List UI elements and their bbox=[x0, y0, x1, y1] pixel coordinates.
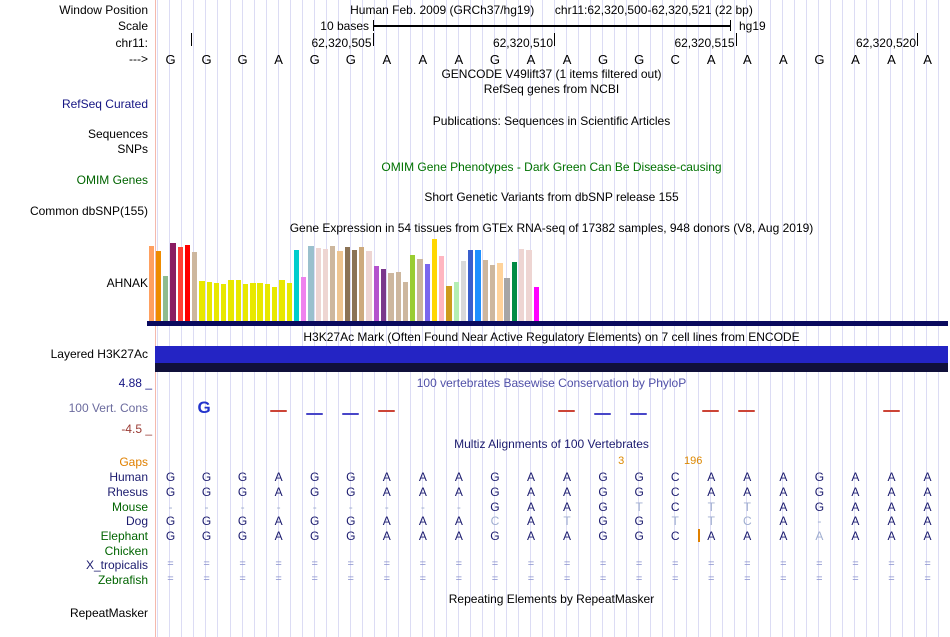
alignment-base: = bbox=[347, 573, 354, 585]
phylop-mark bbox=[702, 410, 719, 412]
gtex-bar bbox=[156, 251, 161, 321]
alignment-base: A bbox=[382, 514, 391, 528]
alignment-base: A bbox=[779, 485, 788, 499]
alignment-base: = bbox=[708, 573, 715, 585]
alignment-base: A bbox=[418, 485, 427, 499]
alignment-base: G bbox=[165, 514, 176, 528]
gtex-bar bbox=[163, 276, 168, 321]
alignment-base: = bbox=[635, 573, 643, 585]
alignment-base: A bbox=[274, 470, 283, 484]
alignment-base: A bbox=[851, 485, 860, 499]
alignment-base: A bbox=[923, 500, 932, 514]
gtex-bar bbox=[316, 248, 321, 321]
coord-label: 62,320,505 bbox=[311, 36, 372, 50]
gtex-bar bbox=[149, 246, 154, 321]
gtex-bar bbox=[228, 280, 233, 321]
track-label-omim-genes[interactable]: OMIM Genes bbox=[76, 173, 148, 187]
gtex-bar bbox=[439, 256, 444, 321]
alignment-base: G bbox=[165, 470, 176, 484]
alignment-base: G bbox=[490, 529, 500, 543]
coord-tick bbox=[736, 33, 737, 46]
coord-tick bbox=[917, 33, 918, 46]
alignment-base: A bbox=[526, 514, 535, 528]
alignment-base: C bbox=[670, 485, 680, 499]
alignment-base: A bbox=[418, 514, 427, 528]
alignment-base: = bbox=[924, 573, 931, 585]
alignment-base: = bbox=[708, 558, 715, 570]
alignment-base: G bbox=[490, 500, 500, 514]
gtex-bar bbox=[221, 284, 226, 321]
track-title-conservation[interactable]: 100 vertebrates Basewise Conservation by PhyloP bbox=[416, 376, 687, 390]
alignment-base: - bbox=[168, 500, 173, 514]
alignment-base: - bbox=[204, 500, 209, 514]
gtex-bar bbox=[432, 239, 437, 321]
alignment-base: T bbox=[635, 500, 643, 514]
gtex-bar bbox=[330, 246, 335, 321]
alignment-base: G bbox=[165, 529, 176, 543]
base-letter: A bbox=[923, 52, 932, 67]
base-letter: A bbox=[706, 52, 716, 67]
gtex-bar bbox=[417, 259, 422, 321]
alignment-base: = bbox=[491, 558, 499, 570]
track-title-omim[interactable]: OMIM Gene Phenotypes - Dark Green Can Be Disease-causing bbox=[381, 160, 722, 174]
base-letter: G bbox=[201, 52, 212, 67]
alignment-base: A bbox=[454, 470, 463, 484]
alignment-base: = bbox=[347, 558, 354, 570]
alignment-base: A bbox=[923, 514, 932, 528]
alignment-base: = bbox=[455, 558, 463, 570]
alignment-base: = bbox=[888, 558, 895, 570]
alignment-base: A bbox=[454, 514, 463, 528]
gtex-bar bbox=[526, 250, 531, 321]
gtex-bar bbox=[483, 260, 488, 321]
alignment-base: G bbox=[598, 529, 608, 543]
alignment-base: = bbox=[311, 573, 318, 585]
alignment-base: = bbox=[239, 573, 246, 585]
scale-bar-text: 10 bases bbox=[320, 19, 369, 33]
alignment-base: = bbox=[419, 558, 427, 570]
track-title-h3k27ac[interactable]: H3K27Ac Mark (Often Found Near Active Regulatory Elements) on 7 cell lines from ENCODE bbox=[303, 330, 800, 344]
alignment-base: = bbox=[167, 558, 174, 570]
alignment-base: A bbox=[851, 470, 860, 484]
alignment-base: = bbox=[924, 558, 931, 570]
alignment-base: A bbox=[887, 470, 896, 484]
coord-label: 62,320,520 bbox=[855, 36, 916, 50]
scale-bar-line bbox=[373, 25, 731, 27]
alignment-base: G bbox=[814, 500, 825, 514]
base-letter: G bbox=[309, 52, 320, 67]
alignment-base: A bbox=[707, 485, 716, 499]
gtex-bar bbox=[388, 273, 393, 321]
alignment-base: A bbox=[707, 529, 716, 543]
alignment-base: G bbox=[201, 485, 212, 499]
phylop-mark bbox=[738, 410, 755, 412]
alignment-base: = bbox=[744, 558, 751, 570]
gtex-bar bbox=[359, 247, 364, 321]
alignment-base: A bbox=[563, 529, 572, 543]
alignment-base: G bbox=[598, 470, 608, 484]
alignment-base: G bbox=[346, 485, 356, 499]
gtex-bar bbox=[512, 262, 517, 321]
alignment-base: G bbox=[490, 485, 500, 499]
alignment-base: - bbox=[312, 500, 317, 514]
alignment-base: - bbox=[348, 500, 353, 514]
alignment-base: A bbox=[851, 529, 860, 543]
species-label-elephant[interactable]: Elephant bbox=[100, 529, 148, 543]
alignment-base: - bbox=[420, 500, 425, 514]
alignment-base: = bbox=[203, 558, 210, 570]
track-title-publications[interactable]: Publications: Sequences in Scientific Articles bbox=[432, 114, 671, 128]
coord-tick bbox=[554, 33, 555, 46]
alignment-base: = bbox=[563, 573, 571, 585]
alignment-base: = bbox=[671, 573, 679, 585]
gene-model-line bbox=[147, 321, 948, 326]
base-letter: G bbox=[598, 52, 609, 67]
alignment-base: A bbox=[454, 485, 463, 499]
base-letter: A bbox=[887, 52, 896, 67]
base-letter: A bbox=[851, 52, 860, 67]
phylop-mark bbox=[306, 413, 323, 415]
alignment-base: = bbox=[527, 573, 535, 585]
phylop-mark bbox=[594, 413, 611, 415]
alignment-base: A bbox=[743, 529, 752, 543]
base-letter: A bbox=[562, 52, 572, 67]
alignment-base: G bbox=[237, 514, 248, 528]
gtex-bar bbox=[475, 250, 480, 321]
alignment-base: A bbox=[923, 485, 932, 499]
alignment-base: A bbox=[526, 470, 535, 484]
gtex-bar bbox=[454, 282, 459, 321]
gtex-bar bbox=[265, 284, 270, 321]
gtex-bar bbox=[345, 247, 350, 321]
alignment-base: A bbox=[526, 500, 535, 514]
alignment-base: G bbox=[634, 485, 644, 499]
gtex-bar bbox=[381, 269, 386, 321]
alignment-base: A bbox=[418, 529, 427, 543]
gtex-bar bbox=[236, 280, 241, 321]
alignment-base: G bbox=[814, 485, 825, 499]
alignment-base: A bbox=[274, 514, 283, 528]
base-letter: G bbox=[814, 52, 825, 67]
h3k27ac-signal-bar[interactable] bbox=[155, 346, 948, 363]
alignment-base: A bbox=[923, 470, 932, 484]
alignment-base: = bbox=[491, 573, 499, 585]
alignment-base: A bbox=[851, 500, 860, 514]
species-label-human[interactable]: Human bbox=[109, 470, 148, 484]
gtex-bar bbox=[294, 250, 299, 321]
alignment-base: C bbox=[670, 529, 680, 543]
alignment-base: G bbox=[165, 485, 176, 499]
gtex-bar bbox=[396, 272, 401, 321]
alignment-base: = bbox=[816, 573, 823, 585]
alignment-base: A bbox=[382, 485, 391, 499]
alignment-base: G bbox=[346, 529, 356, 543]
gtex-bar bbox=[425, 264, 430, 321]
alignment-base: = bbox=[599, 558, 607, 570]
position-text: chr11:62,320,500-62,320,521 (22 bp) bbox=[554, 3, 753, 17]
base-letter: A bbox=[274, 52, 283, 67]
gtex-bar bbox=[214, 283, 219, 321]
alignment-base: T bbox=[743, 500, 751, 514]
gtex-bar bbox=[446, 286, 451, 321]
alignment-base: = bbox=[167, 573, 174, 585]
alignment-base: A bbox=[743, 485, 752, 499]
alignment-base: A bbox=[526, 485, 535, 499]
scale-bar-right-tick bbox=[730, 20, 731, 31]
alignment-base: = bbox=[527, 558, 535, 570]
track-label-refseq-curated[interactable]: RefSeq Curated bbox=[61, 97, 148, 111]
alignment-base: G bbox=[634, 470, 644, 484]
alignment-base: A bbox=[923, 529, 932, 543]
alignment-base: A bbox=[887, 529, 896, 543]
alignment-base: = bbox=[816, 558, 823, 570]
window-position-value bbox=[155, 3, 948, 17]
alignment-base: = bbox=[419, 573, 427, 585]
base-letter: C bbox=[670, 52, 680, 67]
track-label-conservation[interactable]: 100 Vert. Cons bbox=[68, 401, 148, 415]
alignment-base: G bbox=[201, 470, 212, 484]
gtex-bar bbox=[352, 250, 357, 321]
base-letter: G bbox=[237, 52, 248, 67]
alignment-base: G bbox=[490, 470, 500, 484]
gtex-bar bbox=[323, 249, 328, 321]
alignment-base: A bbox=[887, 500, 896, 514]
alignment-base: G bbox=[346, 470, 356, 484]
alignment-base: = bbox=[455, 573, 463, 585]
gtex-bar bbox=[170, 243, 175, 321]
alignment-base: = bbox=[888, 573, 895, 585]
track-title-multiz[interactable]: Multiz Alignments of 100 Vertebrates bbox=[454, 437, 649, 451]
alignment-base: A bbox=[418, 470, 427, 484]
alignment-base: A bbox=[851, 514, 860, 528]
alignment-base: = bbox=[311, 558, 318, 570]
alignment-base: A bbox=[887, 485, 896, 499]
track-label-gaps[interactable]: Gaps bbox=[119, 455, 148, 469]
base-letter: G bbox=[165, 52, 176, 67]
alignment-base: G bbox=[634, 514, 644, 528]
alignment-base: T bbox=[671, 514, 679, 528]
scale-label: Scale bbox=[117, 19, 148, 33]
alignment-base: = bbox=[671, 558, 679, 570]
gtex-bar bbox=[366, 251, 371, 321]
alignment-base: G bbox=[310, 529, 320, 543]
gtex-bar bbox=[461, 261, 466, 321]
alignment-base: G bbox=[310, 514, 320, 528]
gtex-bar bbox=[410, 255, 415, 321]
strand-arrow-label: ---> bbox=[129, 52, 148, 66]
alignment-base: C bbox=[670, 470, 680, 484]
window-position-label: Window Position bbox=[59, 3, 148, 17]
track-label-sequences[interactable]: Sequences bbox=[87, 127, 148, 141]
track-title-refseq[interactable]: RefSeq genes from NCBI bbox=[483, 82, 620, 96]
alignment-base: G bbox=[598, 485, 608, 499]
alignment-base: C bbox=[490, 514, 500, 528]
alignment-base: - bbox=[384, 500, 389, 514]
alignment-base: A bbox=[563, 500, 572, 514]
alignment-base: = bbox=[239, 558, 246, 570]
track-title-gtex[interactable]: Gene Expression in 54 tissues from GTEx RNA-seq of 17382 samples, 948 donors (V8, Aug 2019) bbox=[289, 221, 814, 235]
alignment-base: A bbox=[887, 514, 896, 528]
h3k27ac-signal-bar-dark bbox=[155, 363, 948, 372]
alignment-base: A bbox=[563, 485, 572, 499]
alignment-base: = bbox=[383, 573, 391, 585]
alignment-base: G bbox=[201, 514, 212, 528]
base-letter: G bbox=[634, 52, 645, 67]
alignment-base: A bbox=[779, 500, 788, 514]
gtex-bar bbox=[178, 247, 183, 321]
alignment-base: - bbox=[456, 500, 461, 514]
gtex-bar bbox=[504, 278, 509, 321]
alignment-base: = bbox=[275, 573, 282, 585]
gtex-bar bbox=[468, 250, 473, 321]
base-letter: A bbox=[418, 52, 428, 67]
gtex-bar bbox=[272, 287, 277, 321]
alignment-base: G bbox=[598, 500, 608, 514]
track-label-snps[interactable]: SNPs bbox=[117, 142, 148, 156]
gtex-bar bbox=[287, 283, 292, 321]
alignment-base: A bbox=[707, 470, 716, 484]
coord-label: 62,320,510 bbox=[492, 36, 553, 50]
phylop-mark bbox=[883, 410, 900, 412]
scale-bar-left-tick bbox=[373, 20, 374, 31]
phylop-mark bbox=[378, 410, 395, 412]
track-title-dbsnp[interactable]: Short Genetic Variants from dbSNP release 155 bbox=[424, 190, 679, 204]
alignment-base: A bbox=[454, 529, 463, 543]
alignment-base: A bbox=[779, 529, 788, 543]
track-label-h3k27ac[interactable]: Layered H3K27Ac bbox=[50, 347, 148, 361]
alignment-base: = bbox=[383, 558, 391, 570]
alignment-base: = bbox=[635, 558, 643, 570]
track-label-gtex-gene[interactable]: AHNAK bbox=[106, 276, 148, 290]
species-label-x_tropicalis[interactable]: X_tropicalis bbox=[85, 558, 148, 572]
gtex-bar bbox=[207, 282, 212, 321]
gtex-bar bbox=[337, 251, 342, 321]
alignment-base: G bbox=[201, 529, 212, 543]
phylop-mark bbox=[558, 410, 575, 412]
species-label-chicken[interactable]: Chicken bbox=[104, 544, 148, 558]
base-letter: A bbox=[526, 52, 536, 67]
track-label-common-dbsnp[interactable]: Common dbSNP(155) bbox=[29, 204, 148, 218]
base-letter: G bbox=[345, 52, 356, 67]
conservation-max-value: 4.88 _ bbox=[118, 376, 152, 390]
alignment-base: T bbox=[563, 514, 571, 528]
chrom-label: chr11: bbox=[115, 36, 148, 50]
alignment-base: - bbox=[276, 500, 281, 514]
alignment-base: G bbox=[598, 514, 608, 528]
track-title-gencode[interactable]: GENCODE V49lift37 (1 items filtered out) bbox=[441, 67, 662, 81]
alignment-base: = bbox=[275, 558, 282, 570]
alignment-base: A bbox=[382, 470, 391, 484]
gtex-bar bbox=[374, 266, 379, 321]
species-label-mouse[interactable]: Mouse bbox=[111, 500, 148, 514]
gap-count: 3 bbox=[618, 455, 625, 467]
alignment-base: = bbox=[563, 558, 571, 570]
alignment-base: G bbox=[310, 485, 320, 499]
insertion-marker bbox=[698, 529, 700, 542]
species-label-rhesus[interactable]: Rhesus bbox=[107, 485, 148, 499]
phylop-letter: G bbox=[197, 398, 211, 417]
alignment-base: T bbox=[707, 500, 715, 514]
alignment-base: G bbox=[310, 470, 320, 484]
track-title-repeatmasker[interactable]: Repeating Elements by RepeatMasker bbox=[448, 592, 655, 606]
gtex-bar bbox=[534, 287, 539, 321]
gtex-bar bbox=[185, 245, 190, 321]
alignment-base: = bbox=[780, 573, 787, 585]
gtex-bar bbox=[279, 280, 284, 321]
base-letter: A bbox=[779, 52, 788, 67]
alignment-base: A bbox=[274, 529, 283, 543]
gtex-bar bbox=[403, 282, 408, 321]
gtex-bar bbox=[250, 283, 255, 321]
alignment-base: A bbox=[743, 470, 752, 484]
gtex-bar bbox=[199, 281, 204, 321]
coord-tick bbox=[373, 33, 374, 46]
phylop-mark bbox=[630, 413, 647, 415]
alignment-base: A bbox=[526, 529, 535, 543]
alignment-base: C bbox=[670, 500, 680, 514]
alignment-base: A bbox=[815, 529, 824, 543]
alignment-base: A bbox=[779, 514, 788, 528]
alignment-base: = bbox=[599, 573, 607, 585]
phylop-mark bbox=[342, 413, 359, 415]
alignment-base: A bbox=[382, 529, 391, 543]
alignment-base: G bbox=[346, 514, 356, 528]
track-label-repeatmasker[interactable]: RepeatMasker bbox=[69, 606, 148, 620]
gtex-bar bbox=[301, 277, 306, 321]
gtex-bar bbox=[497, 263, 502, 321]
alignment-base: = bbox=[203, 573, 210, 585]
alignment-base: = bbox=[852, 558, 859, 570]
genome-version-label: hg19 bbox=[739, 19, 766, 33]
gtex-bar bbox=[308, 246, 313, 321]
alignment-base: G bbox=[237, 529, 248, 543]
conservation-min-value: -4.5 _ bbox=[121, 422, 152, 436]
alignment-base: G bbox=[634, 529, 644, 543]
alignment-base: = bbox=[780, 558, 787, 570]
base-letter: A bbox=[454, 52, 464, 67]
alignment-base: C bbox=[742, 514, 752, 528]
alignment-base: G bbox=[237, 470, 248, 484]
coord-tick bbox=[191, 33, 192, 46]
base-letter: A bbox=[742, 52, 752, 67]
alignment-base: G bbox=[814, 470, 825, 484]
alignment-base: - bbox=[817, 514, 822, 528]
alignment-base: A bbox=[779, 470, 788, 484]
base-letter: G bbox=[489, 52, 500, 67]
gtex-bar bbox=[519, 249, 524, 321]
assembly-text: Human Feb. 2009 (GRCh37/hg19) bbox=[350, 3, 535, 17]
coord-label: 62,320,515 bbox=[674, 36, 735, 50]
gtex-bar bbox=[257, 283, 262, 321]
species-label-zebrafish[interactable]: Zebrafish bbox=[97, 573, 148, 587]
alignment-base: = bbox=[852, 573, 859, 585]
gtex-bar bbox=[490, 265, 495, 321]
alignment-base: T bbox=[707, 514, 715, 528]
gtex-bar bbox=[243, 284, 248, 321]
alignment-base: A bbox=[563, 470, 572, 484]
alignment-base: = bbox=[744, 573, 751, 585]
gtex-bar bbox=[192, 252, 197, 321]
alignment-base: - bbox=[240, 500, 245, 514]
base-letter: A bbox=[382, 52, 392, 67]
alignment-base: G bbox=[237, 485, 248, 499]
alignment-base: A bbox=[274, 485, 283, 499]
species-label-dog[interactable]: Dog bbox=[125, 514, 148, 528]
gap-count: 196 bbox=[684, 455, 703, 467]
phylop-mark bbox=[270, 410, 287, 412]
